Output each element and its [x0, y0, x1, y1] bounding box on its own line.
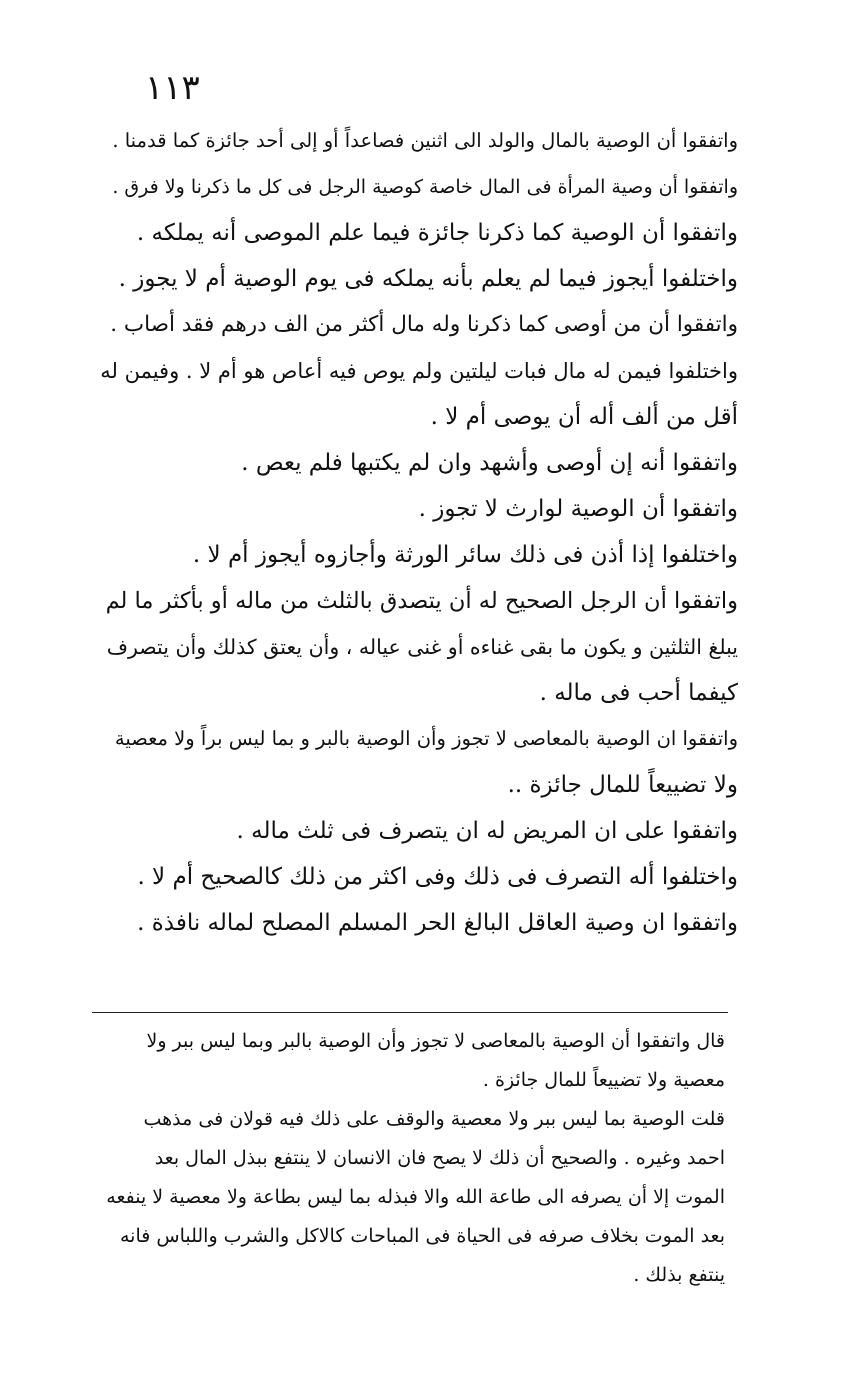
text-line: واتفقوا أن الرجل الصحيح له أن يتصدق بالثلث من ماله أو بأكثر ما لم [105, 588, 738, 614]
text-line: واتفقوا أن وصية المرأة فى المال خاصة كوصية الرجل فى كل ما ذكرنا ولا فرق . [112, 176, 738, 198]
footnote-line: ينتفع بذلك . [633, 1264, 725, 1286]
footnote [100, 1022, 725, 1295]
text-line: واتفقوا أن الوصية بالمال والولد الى اثنين فصاعداً أو إلى أحد جائزة كما قدمنا . [112, 129, 738, 152]
footnote-line: معصية ولا تضييعاً للمال جائزة . [482, 1069, 725, 1091]
text-line: واختلفوا إذا أذن فى ذلك سائر الورثة وأجازوه أيجوز أم لا . [192, 542, 738, 568]
text-line: واتفقوا أن من أوصى كما ذكرنا وله مال أكثر من الف درهم فقد أصاب . [110, 312, 738, 337]
text-line: يبلغ الثلثين و يكون ما بقى غناءه أو غنى عياله ، وأن يعتق كذلك وأن يتصرف [106, 635, 738, 659]
text-line: واتفقوا أن الوصية كما ذكرنا جائزة فيما علم الموصى أنه يملكه . [136, 220, 738, 246]
text-line: واختلفوا أله التصرف فى ذلك وفى اكثر من ذلك كالصحيح أم لا . [137, 864, 738, 890]
footnote-line: احمد وغيره . والصحيح أن ذلك لا يصح فان الانسان لا ينتفع ببذل المال بعد [154, 1147, 725, 1169]
text-line: واتفقوا ان الوصية بالمعاصى لا تجوز وأن الوصية بالبر و بما ليس براً ولا معصية [114, 727, 738, 750]
text-line: ولا تضييعاً للمال جائزة .. [507, 772, 738, 798]
footnote-line: قلت الوصية بما ليس ببر ولا معصية والوقف على ذلك فيه قولان فى مذهب [143, 1108, 725, 1130]
text-line: واختلفوا فيمن له مال فبات ليلتين ولم يوص فيه أعاص هو أم لا . وفيمن له [100, 359, 738, 383]
text-line: أقل من ألف أله أن يوصى أم لا . [430, 404, 738, 430]
text-line: واختلفوا أيجوز فيما لم يعلم بأنه يملكه فى يوم الوصية أم لا يجوز . [118, 266, 738, 292]
footnote-divider [92, 1012, 728, 1013]
footnote-line: بعد الموت بخلاف صرفه فى الحياة فى المباحات كالاكل والشرب واللباس فانه [120, 1225, 725, 1247]
text-line: واتفقوا أنه إن أوصى وأشهد وان لم يكتبها فلم يعص . [241, 450, 738, 476]
main-text [100, 118, 738, 946]
text-line: واتفقوا على ان المريض له ان يتصرف فى ثلث ماله . [236, 818, 738, 844]
page-number: ١١٣ [145, 68, 200, 108]
text-line: كيفما أحب فى ماله . [539, 680, 738, 706]
footnote-line: قال واتفقوا أن الوصية بالمعاصى لا تجوز وأن الوصية بالبر وبما ليس ببر ولا [146, 1030, 725, 1052]
text-line: واتفقوا أن الوصية لوارث لا تجوز . [418, 496, 738, 522]
text-line: واتفقوا ان وصية العاقل البالغ الحر المسلم المصلح لماله نافذة . [137, 910, 738, 936]
footnote-line: الموت إلا أن يصرفه الى طاعة الله والا فبذله بما ليس بطاعة ولا معصية لا ينفعه [106, 1186, 725, 1208]
